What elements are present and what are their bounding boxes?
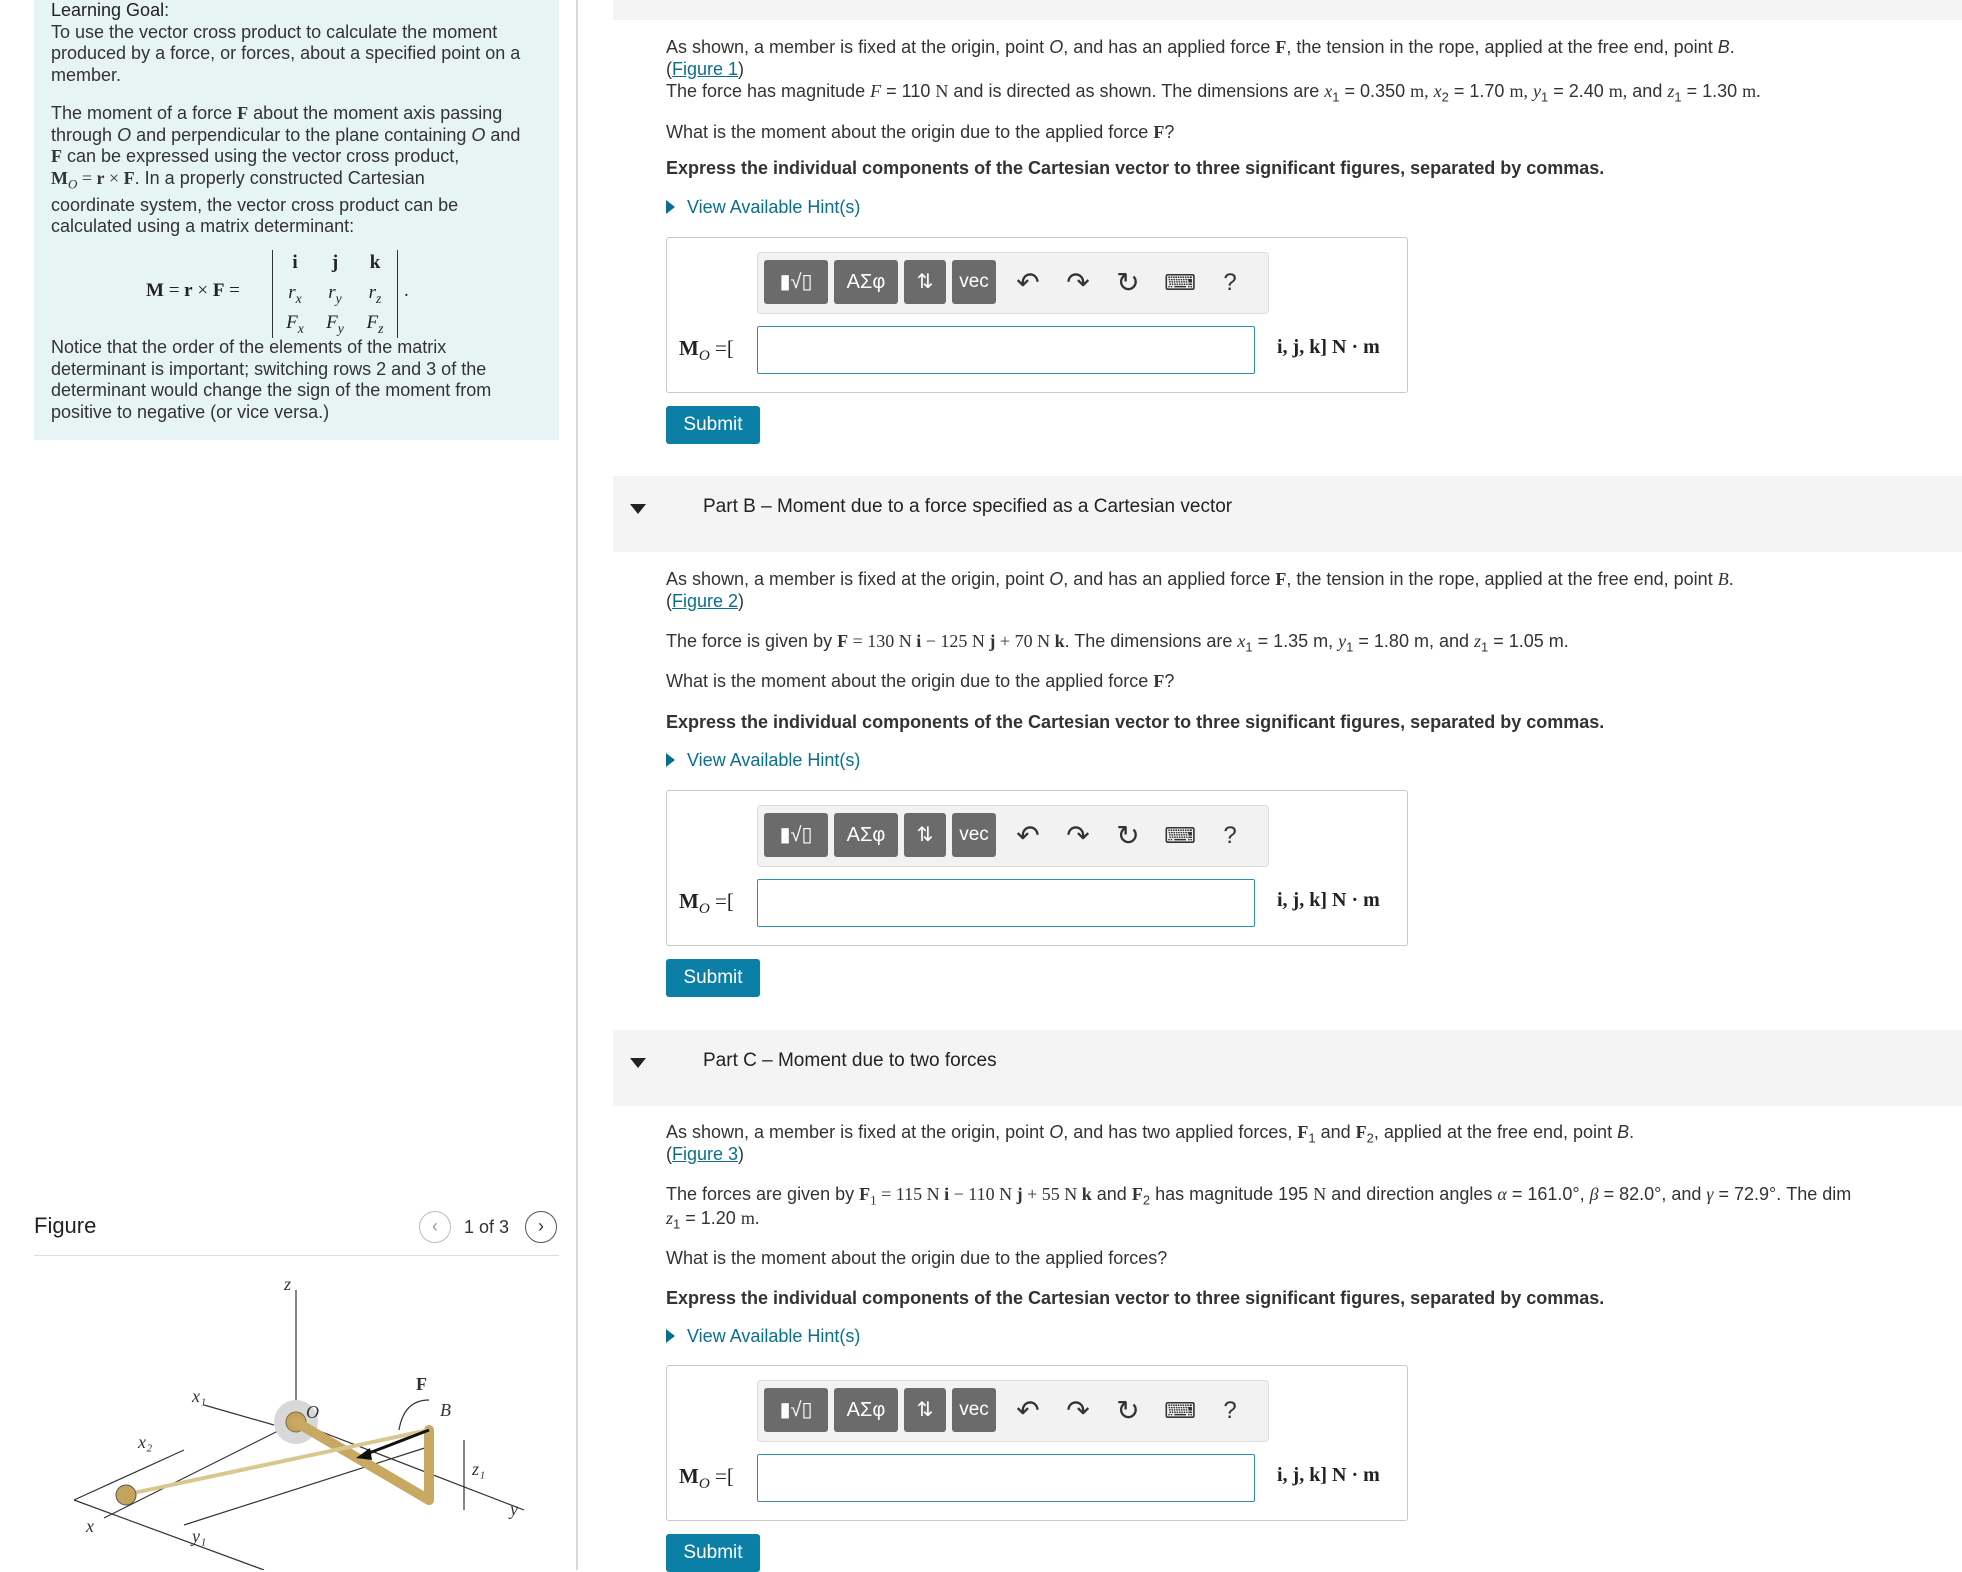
vec-button[interactable]: vec bbox=[952, 260, 996, 304]
label-y1: y₁ bbox=[192, 1526, 207, 1546]
templates-button[interactable]: ▮√▯ bbox=[764, 1388, 828, 1432]
label-x2: x₂ bbox=[138, 1432, 153, 1452]
help-icon[interactable]: ? bbox=[1223, 822, 1237, 849]
vec-button[interactable]: vec bbox=[952, 813, 996, 857]
part-b-header[interactable] bbox=[613, 476, 1962, 552]
learning-goal-text: To use the vector cross product to calculate the moment produced by a force, or forces, about a specified point on a member. bbox=[51, 21, 521, 85]
undo-icon[interactable]: ↶ bbox=[1016, 820, 1040, 851]
math-toolbar bbox=[757, 1380, 1269, 1442]
arrows-button[interactable]: ⇅ bbox=[904, 260, 946, 304]
collapse-caret-icon bbox=[630, 504, 646, 514]
part-a-answer-box bbox=[666, 237, 1408, 393]
keyboard-icon[interactable]: ⌨ bbox=[1164, 823, 1196, 848]
figure-header bbox=[34, 1207, 559, 1256]
reset-icon[interactable]: ↻ bbox=[1116, 820, 1140, 851]
undo-icon[interactable]: ↶ bbox=[1016, 267, 1040, 298]
part-a-statement: As shown, a member is fixed at the origin, point O, and has an applied force F, the tension in the rope, applied at the free end, point B. bbox=[666, 37, 1735, 57]
part-c-header[interactable] bbox=[613, 1030, 1962, 1106]
greek-button[interactable]: ΑΣφ bbox=[834, 1388, 898, 1432]
part-b-submit-button[interactable]: Submit bbox=[666, 959, 760, 997]
answer-units: i, j, k] N · m bbox=[1277, 336, 1380, 358]
redo-icon[interactable]: ↷ bbox=[1066, 1395, 1090, 1426]
part-c-statement: As shown, a member is fixed at the origin, point O, and has two applied forces, $F_1$ and $F_2$, applied at the free end, point B. bbox=[666, 1122, 1635, 1146]
math-toolbar bbox=[757, 805, 1269, 867]
part-c-hint-toggle[interactable]: View Available Hint(s) bbox=[666, 1326, 860, 1347]
math-toolbar bbox=[757, 252, 1269, 314]
moment-description: The moment of a force F about the moment axis passing through O and perpendicular to the plane containing O and F can be expressed using the vector cross product, $M_O = r \times F$. In a properly constructed Cartesian coordinate system, the vector cross product can be calculated using a matrix determinant: bbox=[51, 103, 521, 237]
part-a-instruction: Express the individual components of the Cartesian vector to three significant figures, separated by commas. bbox=[666, 158, 1605, 178]
answer-label: $M_O$ =[ bbox=[679, 1464, 734, 1493]
part-b-question: What is the moment about the origin due to the applied force F? bbox=[666, 671, 1175, 691]
templates-button[interactable]: ▮√▯ bbox=[764, 813, 828, 857]
undo-icon[interactable]: ↶ bbox=[1016, 1395, 1040, 1426]
rope-anchor bbox=[116, 1485, 136, 1505]
part-c-submit-button[interactable]: Submit bbox=[666, 1534, 760, 1572]
vec-button[interactable]: vec bbox=[952, 1388, 996, 1432]
collapse-caret-icon bbox=[630, 1058, 646, 1068]
figure-counter: 1 of 3 bbox=[464, 1217, 510, 1237]
part-b-figure-ref: (Figure 2) bbox=[666, 591, 745, 611]
greek-button[interactable]: ΑΣφ bbox=[834, 813, 898, 857]
label-B: B bbox=[440, 1400, 451, 1420]
help-icon[interactable]: ? bbox=[1223, 1397, 1237, 1424]
part-c-answer-box bbox=[666, 1365, 1408, 1521]
part-c-instruction: Express the individual components of the Cartesian vector to three significant figures, separated by commas. bbox=[666, 1288, 1605, 1308]
redo-icon[interactable]: ↷ bbox=[1066, 267, 1090, 298]
greek-button[interactable]: ΑΣφ bbox=[834, 260, 898, 304]
caret-right-icon bbox=[666, 753, 675, 767]
figure-3-link[interactable]: Figure 3 bbox=[672, 1144, 739, 1164]
notice-text: Notice that the order of the elements of the matrix determinant is important; switching rows 2 and 3 of the determinant would change the sign of the moment from positive to negative (or vice versa.) bbox=[51, 337, 492, 422]
part-b-hint-toggle[interactable]: View Available Hint(s) bbox=[666, 750, 860, 771]
part-a-question: What is the moment about the origin due to the applied force F? bbox=[666, 122, 1175, 142]
left-panel bbox=[0, 0, 578, 1570]
label-z1: z₁ bbox=[472, 1459, 486, 1479]
part-c-title: Part C – Moment due to two forces bbox=[703, 1050, 997, 1071]
answer-units: i, j, k] N · m bbox=[1277, 1464, 1380, 1486]
baseline bbox=[74, 1500, 264, 1570]
part-c-givens: The forces are given by $F_1 = 115$ N i − 110 N j + 55 N k and $F_2$ has magnitude 195 N and direction angles α = 161.0°, β = 82.0°, and γ = 72.9°. The dim bbox=[666, 1184, 1852, 1208]
keyboard-icon[interactable]: ⌨ bbox=[1164, 270, 1196, 295]
part-a-hint-toggle[interactable]: View Available Hint(s) bbox=[666, 197, 860, 218]
part-a-givens: The force has magnitude F = 110 N and is directed as shown. The dimensions are $x_1 = 0.350$ m, $x_2 = 1.70$ m, $y_1 = 2.40$ m, and $z_1 = 1.30$ m. bbox=[666, 81, 1761, 105]
label-x: x bbox=[86, 1516, 94, 1536]
learning-goal-title: Learning Goal: bbox=[51, 0, 170, 20]
chevron-left-icon[interactable]: ‹ bbox=[419, 1211, 451, 1243]
reset-icon[interactable]: ↻ bbox=[1116, 267, 1140, 298]
figure-title: Figure bbox=[34, 1213, 97, 1238]
caret-right-icon bbox=[666, 1329, 675, 1343]
redo-icon[interactable]: ↷ bbox=[1066, 820, 1090, 851]
reset-icon[interactable]: ↻ bbox=[1116, 1395, 1140, 1426]
keyboard-icon[interactable]: ⌨ bbox=[1164, 1398, 1196, 1423]
learning-goal-box: Learning Goal: To use the vector cross product to calculate the moment produced by a force, or forces, about a specified point on a member. The moment of a force F about the moment axis passing through O and perpendicular to the plane containing O and F can be expressed using the vector cross product, $M_O = r \times F$. In a properly constructed Cartesian coordinate system, the vector cross product can be calculated using a matrix determinant: M = r × F = i j k $r_x$ $r_y$ $r_z$ $F_x$ $F_y$ $F_z$ . Notice that the order of the elements of the matrix determinant is important; switching rows 2 and 3 of the determinant would change the sign of the moment from positive to negative (or vice versa.) bbox=[34, 0, 559, 440]
help-icon[interactable]: ? bbox=[1223, 269, 1237, 296]
part-a-answer-input[interactable] bbox=[757, 326, 1255, 374]
rope bbox=[124, 1430, 429, 1495]
force-angle-arc bbox=[399, 1400, 429, 1430]
part-c-givens-cont: $z_1 = 1.20$ m. bbox=[666, 1208, 760, 1232]
answer-label: $M_O$ =[ bbox=[679, 336, 734, 365]
chevron-right-icon[interactable]: › bbox=[525, 1211, 557, 1243]
caret-right-icon bbox=[666, 200, 675, 214]
answer-units: i, j, k] N · m bbox=[1277, 889, 1380, 911]
part-b-answer-box bbox=[666, 790, 1408, 946]
label-O: O bbox=[306, 1402, 319, 1422]
figure-2-link[interactable]: Figure 2 bbox=[672, 591, 739, 611]
label-y: y bbox=[510, 1499, 518, 1519]
arrows-button[interactable]: ⇅ bbox=[904, 1388, 946, 1432]
part-c-answer-input[interactable] bbox=[757, 1454, 1255, 1502]
member-figure bbox=[34, 1270, 559, 1570]
part-b-answer-input[interactable] bbox=[757, 879, 1255, 927]
part-c-figure-ref: (Figure 3) bbox=[666, 1144, 745, 1164]
right-panel bbox=[578, 0, 1962, 1570]
label-x1: x₁ bbox=[192, 1386, 207, 1406]
answer-label: $M_O$ =[ bbox=[679, 889, 734, 918]
x1-dim-line bbox=[204, 1405, 274, 1425]
label-z: z bbox=[284, 1274, 292, 1294]
part-b-statement: As shown, a member is fixed at the origin, point O, and has an applied force F, the tension in the rope, applied at the free end, point B. bbox=[666, 569, 1734, 589]
part-b-instruction: Express the individual components of the Cartesian vector to three significant figures, separated by commas. bbox=[666, 712, 1605, 732]
figure-1-link[interactable]: Figure 1 bbox=[672, 59, 739, 79]
label-F: F bbox=[416, 1374, 427, 1394]
part-a-figure-ref: (Figure 1) bbox=[666, 59, 745, 79]
part-c-question: What is the moment about the origin due to the applied forces? bbox=[666, 1248, 1168, 1268]
part-b-title: Part B – Moment due to a force specified as a Cartesian vector bbox=[703, 496, 1233, 517]
templates-button[interactable]: ▮√▯ bbox=[764, 260, 828, 304]
arrows-button[interactable]: ⇅ bbox=[904, 813, 946, 857]
part-a-submit-button[interactable]: Submit bbox=[666, 406, 760, 444]
part-a-header bbox=[613, 0, 1962, 20]
x-axis bbox=[104, 1422, 296, 1518]
part-b-givens: The force is given by F = 130 N i − 125 N j + 70 N k. The dimensions are $x_1 = 1.35$ m, $y_1 = 1.80$ m, and $z_1 = 1.05$ m. bbox=[666, 631, 1569, 655]
